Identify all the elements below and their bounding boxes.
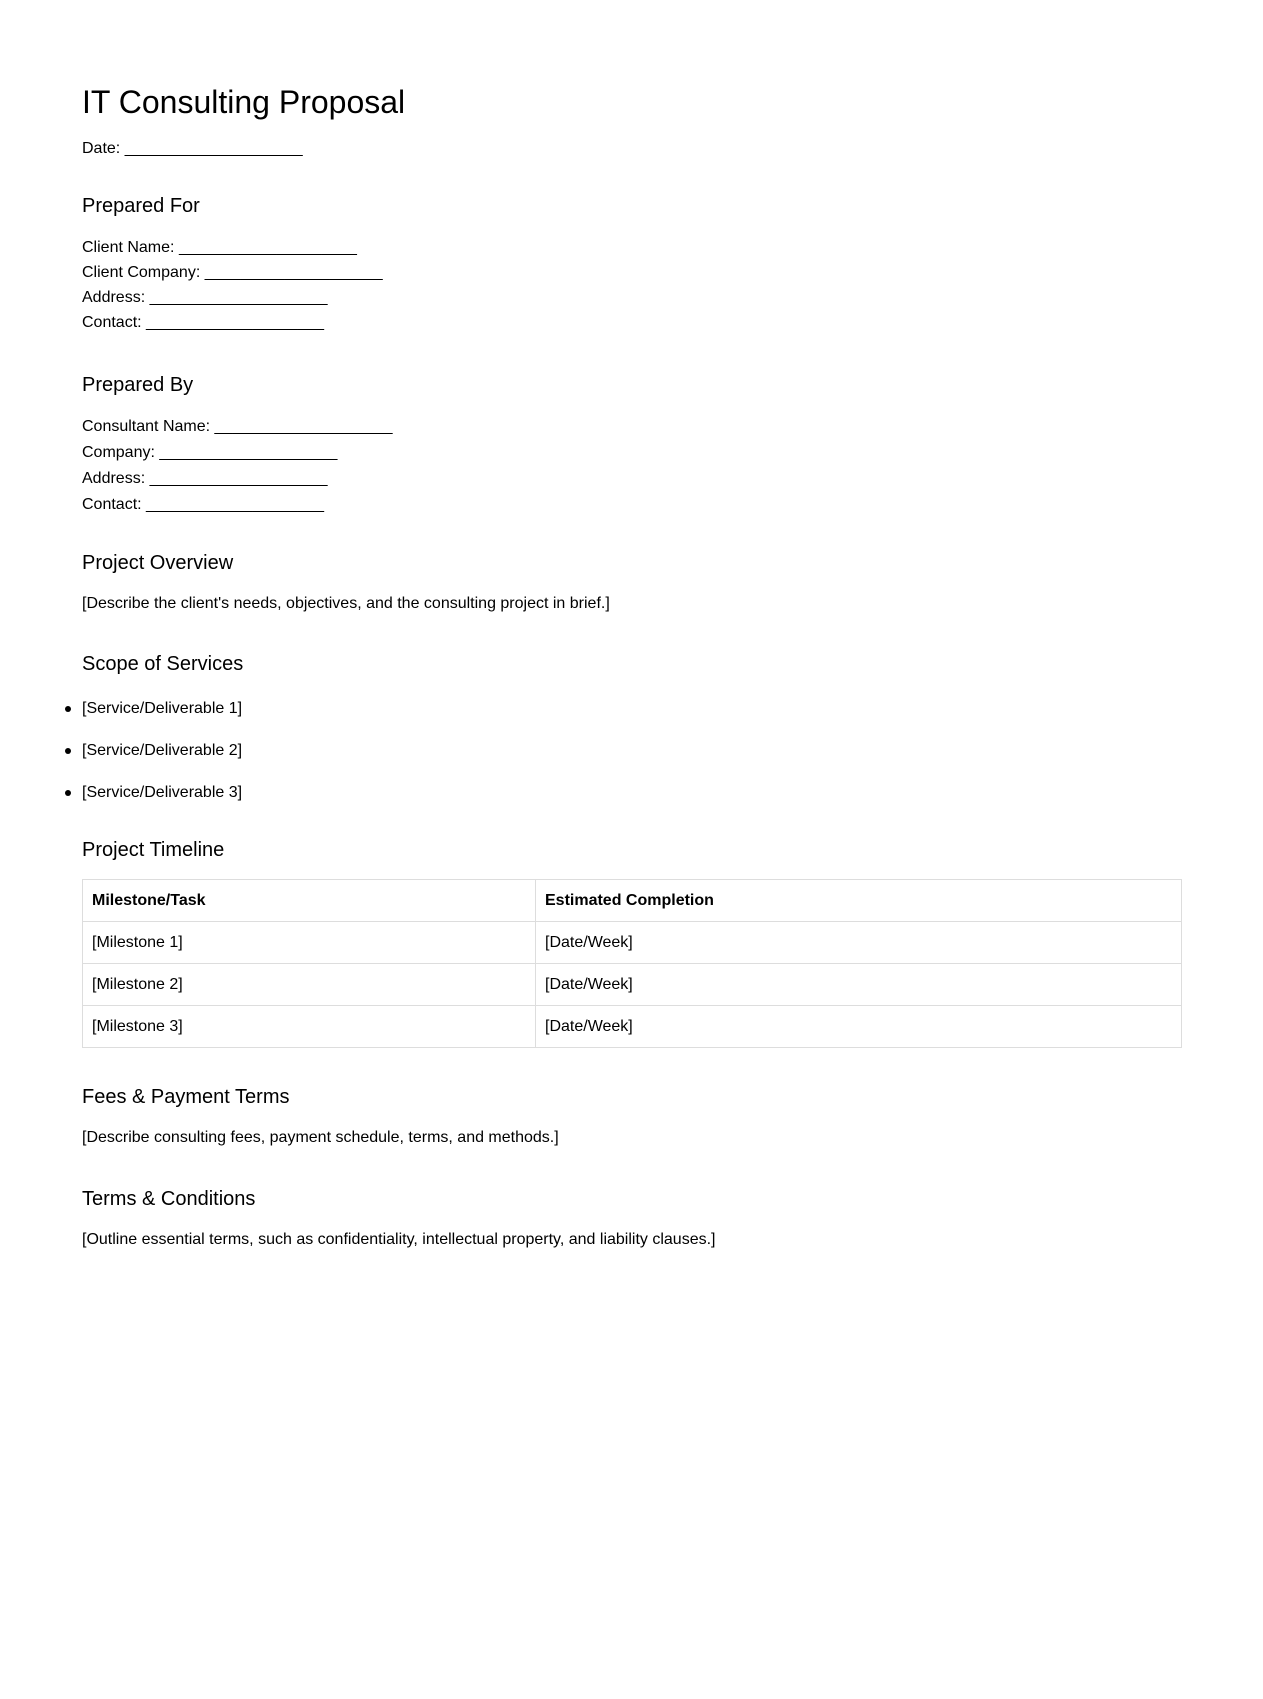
completion-cell: [Date/Week] xyxy=(536,1006,1182,1048)
consultant-contact-field xyxy=(82,495,324,515)
list-item xyxy=(82,741,242,783)
field-blank: ____________________ xyxy=(204,264,383,281)
field-label: Company: xyxy=(82,444,155,461)
consultant-address-field xyxy=(82,469,328,489)
list-item-text: [Service/Deliverable 1] xyxy=(82,700,243,717)
field-label: Contact: xyxy=(82,314,142,331)
field-label: Address: xyxy=(82,289,146,306)
table-header-row xyxy=(83,880,1182,922)
fees-heading: Fees & Payment Terms xyxy=(82,1086,290,1108)
milestone-cell: [Milestone 1] xyxy=(83,922,536,964)
field-label: Address: xyxy=(82,470,146,487)
client-company-field xyxy=(82,263,383,283)
consultant-company-field xyxy=(82,443,337,463)
prepared-for-heading: Prepared For xyxy=(82,195,200,217)
field-blank: ____________________ xyxy=(149,470,328,487)
list-item xyxy=(82,783,242,825)
bullet-icon xyxy=(65,706,71,712)
table-row xyxy=(83,964,1182,1006)
list-item xyxy=(82,699,242,741)
bullet-icon xyxy=(65,790,71,796)
project-overview-text: [Describe the client's needs, objectives, and the consulting project in brief.] xyxy=(82,595,610,612)
scope-list xyxy=(82,699,242,825)
field-blank: ____________________ xyxy=(178,239,357,256)
scope-of-services-heading: Scope of Services xyxy=(82,653,244,675)
milestone-cell: [Milestone 3] xyxy=(83,1006,536,1048)
terms-text: [Outline essential terms, such as confidentiality, intellectual property, and liability clauses.] xyxy=(82,1231,716,1248)
completion-cell: [Date/Week] xyxy=(536,922,1182,964)
bullet-icon xyxy=(65,748,71,754)
field-label: Client Company: xyxy=(82,264,201,281)
column-header-completion: Estimated Completion xyxy=(536,880,1182,922)
client-contact-field xyxy=(82,313,324,333)
client-address-field xyxy=(82,288,328,308)
terms-heading: Terms & Conditions xyxy=(82,1188,256,1210)
field-blank: ____________________ xyxy=(146,314,325,331)
field-blank: ____________________ xyxy=(159,444,338,461)
table-row xyxy=(83,1006,1182,1048)
page-title: IT Consulting Proposal xyxy=(82,84,406,120)
project-timeline-heading: Project Timeline xyxy=(82,839,225,861)
field-label: Contact: xyxy=(82,496,142,513)
table-row xyxy=(83,922,1182,964)
timeline-table xyxy=(82,879,1182,1048)
client-name-field xyxy=(82,238,357,258)
date-label: Date: xyxy=(82,140,121,157)
field-label: Client Name: xyxy=(82,239,175,256)
field-blank: ____________________ xyxy=(149,289,328,306)
fees-text: [Describe consulting fees, payment schedule, terms, and methods.] xyxy=(82,1129,559,1146)
field-blank: ____________________ xyxy=(214,418,393,435)
milestone-cell: [Milestone 2] xyxy=(83,964,536,1006)
list-item-text: [Service/Deliverable 2] xyxy=(82,742,243,759)
prepared-by-heading: Prepared By xyxy=(82,374,194,396)
column-header-milestone: Milestone/Task xyxy=(83,880,536,922)
completion-cell: [Date/Week] xyxy=(536,964,1182,1006)
field-label: Consultant Name: xyxy=(82,418,211,435)
project-overview-heading: Project Overview xyxy=(82,552,234,574)
consultant-name-field xyxy=(82,417,392,437)
field-blank: ____________________ xyxy=(146,496,325,513)
date-blank: ____________________ xyxy=(124,140,303,157)
date-field xyxy=(82,139,303,159)
list-item-text: [Service/Deliverable 3] xyxy=(82,784,243,801)
